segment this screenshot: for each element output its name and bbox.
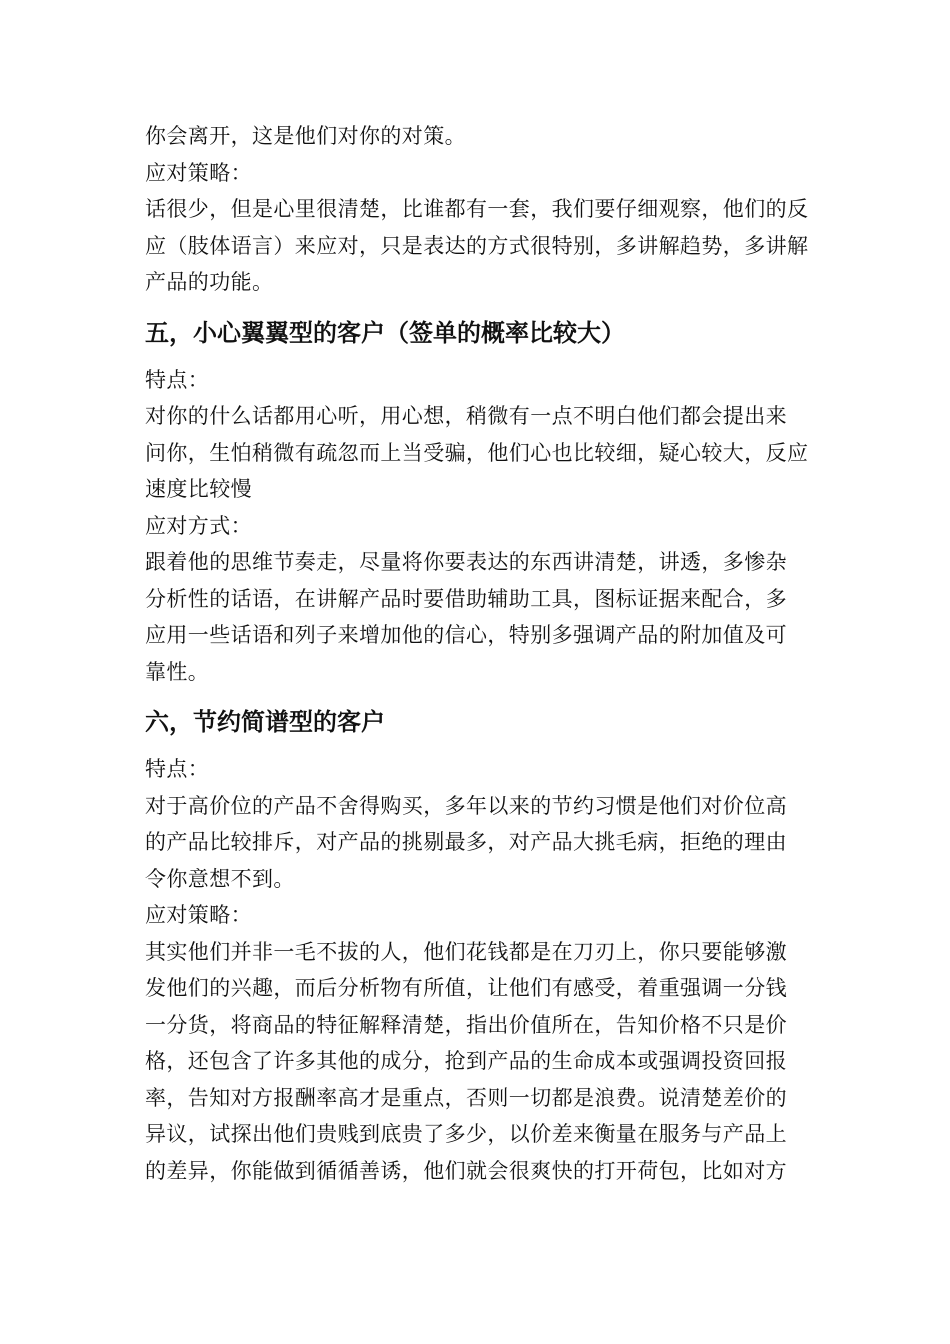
paragraph-line: 的差异，你能做到循循善诱，他们就会很爽快的打开荷包，比如对方 xyxy=(145,1158,787,1183)
section-heading: 五，小心翼翼型的客户（签单的概率比较大） xyxy=(145,318,625,347)
paragraph-line: 发他们的兴趣，而后分析物有所值，让他们有感受，着重强调一分钱 xyxy=(145,976,787,1000)
label-line: 特点： xyxy=(145,757,210,781)
label-line: 应对策略： xyxy=(145,160,252,185)
section-six xyxy=(145,702,810,1189)
paragraph-line: 对你的什么话都用心听，用心想，稍微有一点不明白他们都会提出来 xyxy=(145,404,787,428)
paragraph-line: 一分货，将商品的特征解释清楚，指出价值所在，告知价格不只是价 xyxy=(145,1012,787,1037)
paragraph-line: 率，告知对方报酬率高才是重点，否则一切都是浪费。说清楚差价的 xyxy=(145,1085,787,1110)
paragraph-line: 产品的功能。 xyxy=(145,270,274,294)
paragraph-line: 靠性。 xyxy=(145,659,210,684)
section-heading: 六，节约简谱型的客户 xyxy=(145,708,385,736)
paragraph-line: 令你意想不到。 xyxy=(145,866,295,891)
paragraph-line: 异议，试探出他们贵贱到底贵了多少，以价差来衡量在服务与产品上 xyxy=(145,1122,787,1146)
paragraph-line: 其实他们并非一毛不拔的人，他们花钱都是在刀刃上，你只要能够激 xyxy=(145,939,787,964)
section-intro xyxy=(145,118,810,301)
section-five xyxy=(145,313,810,691)
paragraph-line: 格，还包含了许多其他的成分，抢到产品的生命成本或强调投资回报 xyxy=(145,1049,787,1073)
paragraph-line: 应（肢体语言）来应对，只是表达的方式很特别，多讲解趋势，多讲解 xyxy=(145,233,809,258)
label-line: 应对策略： xyxy=(145,903,252,927)
paragraph-line: 话很少，但是心里很清楚，比谁都有一套，我们要仔细观察，他们的反 xyxy=(145,197,809,221)
paragraph-line: 应用一些话语和列子来增加他的信心，特别多强调产品的附加值及可 xyxy=(145,623,787,647)
paragraph-line: 问你，生怕稍微有疏忽而上当受骗，他们心也比较细，疑心较大，反应 xyxy=(145,440,809,465)
label-line: 应对方式： xyxy=(145,513,252,538)
document-page xyxy=(145,118,810,1189)
paragraph-line: 跟着他的思维节奏走，尽量将你要表达的东西讲清楚，讲透，多惨杂 xyxy=(145,550,787,574)
paragraph-line: 对于高价位的产品不舍得购买，多年以来的节约习惯是他们对价位高 xyxy=(145,793,787,818)
label-line: 特点： xyxy=(145,367,210,392)
paragraph-line: 速度比较慢 xyxy=(145,477,252,501)
paragraph-line: 分析性的话语，在讲解产品时要借助辅助工具，图标证据来配合，多 xyxy=(145,586,787,611)
paragraph-line: 你会离开，这是他们对你的对策。 xyxy=(145,124,466,148)
paragraph-line: 的产品比较排斥，对产品的挑剔最多，对产品大挑毛病，拒绝的理由 xyxy=(145,830,787,854)
